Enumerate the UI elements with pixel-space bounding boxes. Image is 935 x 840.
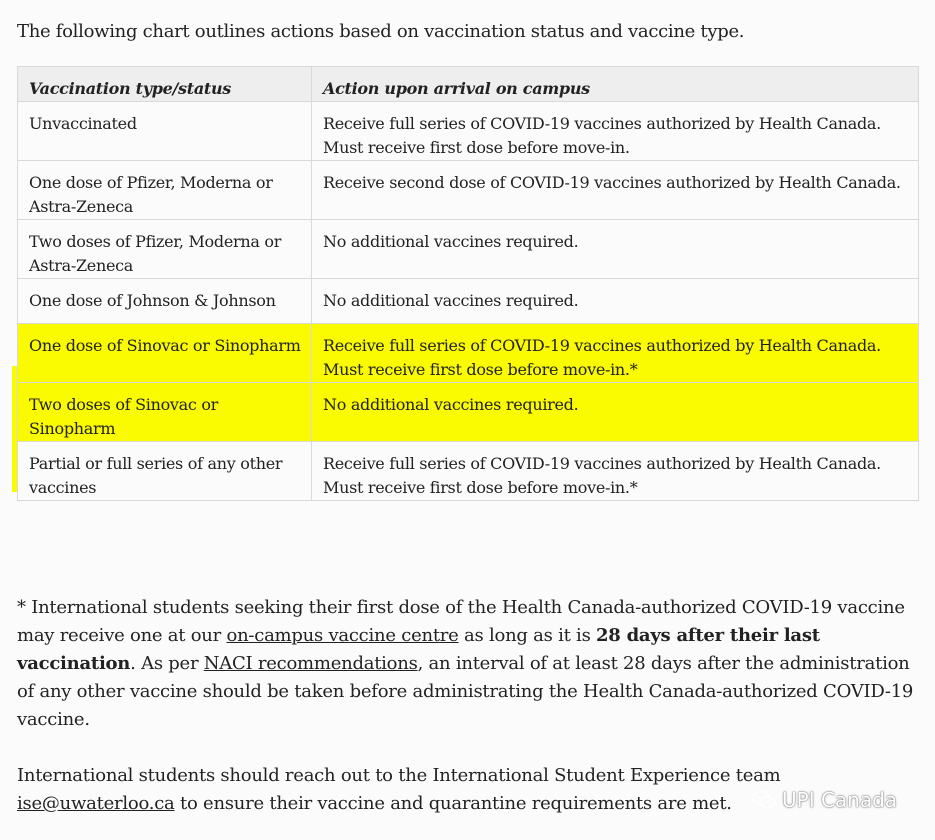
on-campus-vaccine-centre-link[interactable]: on-campus vaccine centre	[226, 625, 459, 646]
status-cell: One dose of Johnson & Johnson	[18, 279, 312, 324]
table-row	[18, 161, 919, 220]
table-row	[18, 102, 919, 161]
footnote-text-1: * International students seeking their first dose of the Health Canada-authorized COVID-19 vaccine may receive one at our	[17, 597, 905, 646]
status-cell: Two doses of Pfizer, Moderna or Astra-Zeneca	[18, 220, 312, 279]
table-row	[18, 279, 919, 324]
email-link[interactable]: ise@uwaterloo.ca	[17, 793, 175, 814]
closing-text-1: International students should reach out to the International Student Experience team	[17, 765, 781, 786]
footnote-text-2: as long as it is	[458, 625, 597, 646]
action-cell: No additional vaccines required.	[312, 220, 919, 279]
footnote-text-4: , an interval of at least 28 days after the administration of any other vaccine should be taken before administrating the Health Canada-authorized COVID-19 vaccine.	[17, 653, 914, 730]
table-row-highlighted	[18, 324, 919, 383]
action-cell: Receive second dose of COVID-19 vaccines authorized by Health Canada.	[312, 161, 919, 220]
table-row	[18, 220, 919, 279]
vaccination-table	[17, 66, 919, 501]
action-cell: Receive full series of COVID-19 vaccines authorized by Health Canada. Must receive first dose before move-in.	[312, 102, 919, 161]
action-cell: Receive full series of COVID-19 vaccines authorized by Health Canada. Must receive first dose before move-in.*	[312, 442, 919, 501]
table-row	[18, 442, 919, 501]
action-cell: No additional vaccines required.	[312, 383, 919, 442]
watermark-text: UPI Canada	[782, 788, 898, 812]
vaccination-table-container	[17, 66, 918, 501]
status-cell: One dose of Sinovac or Sinopharm	[18, 324, 312, 383]
status-cell: One dose of Pfizer, Moderna or Astra-Zeneca	[18, 161, 312, 220]
footnote-text-3: . As per	[130, 653, 204, 674]
status-cell: Unvaccinated	[18, 102, 312, 161]
closing-text-2: to ensure their vaccine and quarantine requirements are met.	[174, 793, 732, 814]
header-action: Action upon arrival on campus	[312, 67, 919, 102]
intro-text: The following chart outlines actions based on vaccination status and vaccine type.	[17, 21, 745, 42]
header-vaccination-status: Vaccination type/status	[18, 67, 312, 102]
wechat-icon	[752, 790, 776, 810]
naci-recommendations-link[interactable]: NACI recommendations	[203, 653, 418, 674]
table-header-row	[18, 67, 919, 102]
status-cell: Partial or full series of any other vaccines	[18, 442, 312, 501]
action-cell: Receive full series of COVID-19 vaccines authorized by Health Canada. Must receive first dose before move-in.*	[312, 324, 919, 383]
action-cell: No additional vaccines required.	[312, 279, 919, 324]
status-cell: Two doses of Sinovac or Sinopharm	[18, 383, 312, 442]
table-row-highlighted	[18, 383, 919, 442]
watermark	[752, 788, 897, 812]
footnote-bold-text: 28 days after their last vaccination	[17, 625, 820, 674]
footnote-paragraph	[17, 594, 922, 734]
